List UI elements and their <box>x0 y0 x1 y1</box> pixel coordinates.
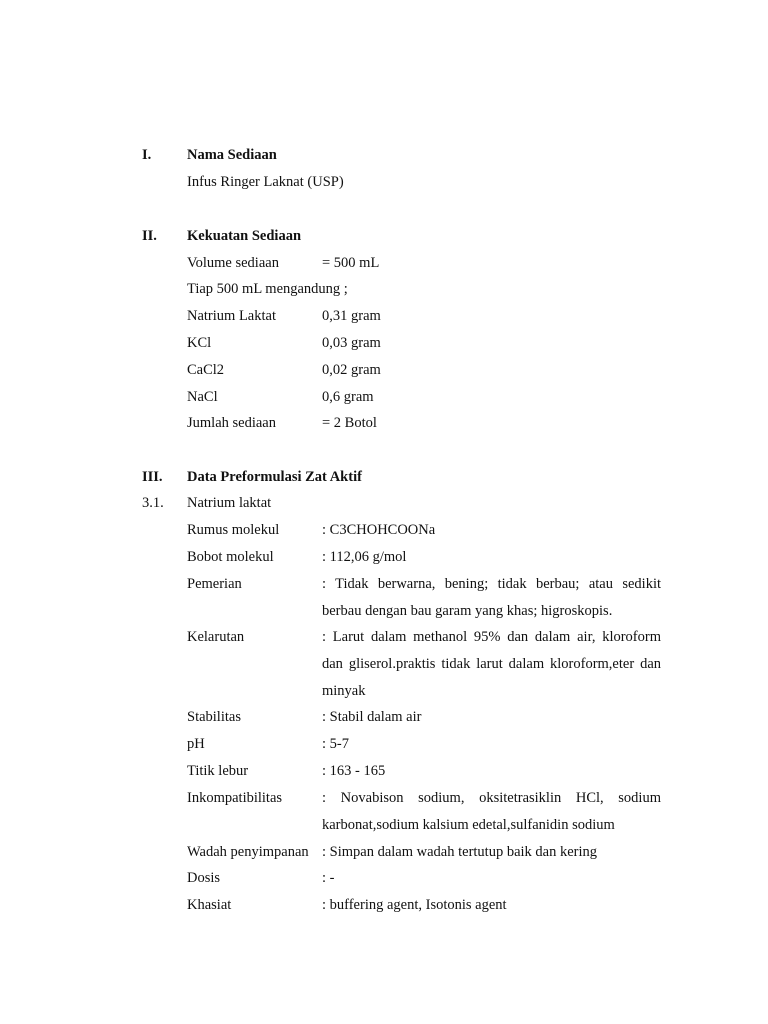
prop-value-line: : Larut dalam methanol 95% dan dalam air, kloroform <box>322 629 661 645</box>
section-2-number: II. <box>142 228 157 244</box>
section-2-title: Kekuatan Sediaan <box>187 228 302 244</box>
prop-value: : - <box>322 870 335 886</box>
prop-label: Wadah penyimpanan <box>187 844 309 860</box>
section-1-number: I. <box>142 147 152 163</box>
composition-intro: Tiap 500 mL mengandung ; <box>187 281 348 297</box>
prop-value: : 112,06 g/mol <box>322 549 407 565</box>
prop-label: Dosis <box>187 870 221 886</box>
prop-label: Titik lebur <box>187 763 249 779</box>
subsection-title: Natrium laktat <box>187 495 272 511</box>
ingredient-name: KCl <box>187 335 212 351</box>
prop-value: : Stabil dalam air <box>322 709 422 725</box>
prop-value: : 163 - 165 <box>322 763 386 779</box>
jumlah-label: Jumlah sediaan <box>187 415 276 431</box>
ingredient-amount: 0,03 gram <box>322 335 381 351</box>
prop-value: : 5-7 <box>322 736 349 752</box>
ingredient-amount: 0,31 gram <box>322 308 381 324</box>
ingredient-name: Natrium Laktat <box>187 308 276 324</box>
ingredient-name: NaCl <box>187 389 218 405</box>
prop-value: : Simpan dalam wadah tertutup baik dan kering <box>322 844 598 860</box>
ingredient-name: CaCl2 <box>187 362 225 378</box>
section-3-number: III. <box>142 469 163 485</box>
prop-label: Rumus molekul <box>187 522 280 538</box>
prop-label: Stabilitas <box>187 709 241 725</box>
section-1-title: Nama Sediaan <box>187 147 277 163</box>
section-3-title: Data Preformulasi Zat Aktif <box>187 469 362 485</box>
subsection-number: 3.1. <box>142 495 164 511</box>
volume-value: = 500 mL <box>322 255 380 271</box>
prop-value: : C3CHOHCOONa <box>322 522 436 538</box>
prop-value-line: berbau dengan bau garam yang khas; higroskopis. <box>322 603 613 619</box>
volume-label: Volume sediaan <box>187 255 279 271</box>
prop-value-line: : Tidak berwarna, bening; tidak berbau; atau sedikit <box>322 576 661 592</box>
section-1-text: Infus Ringer Laknat (USP) <box>187 174 344 190</box>
prop-label: Khasiat <box>187 897 232 913</box>
prop-label: Pemerian <box>187 576 242 592</box>
prop-value-line: dan gliserol.praktis tidak larut dalam kloroform,eter dan <box>322 656 661 672</box>
prop-value-line: minyak <box>322 683 366 699</box>
jumlah-value: = 2 Botol <box>322 415 377 431</box>
prop-label: pH <box>187 736 205 752</box>
prop-value-line: : Novabison sodium, oksitetrasiklin HCl, sodium <box>322 790 661 806</box>
ingredient-amount: 0,02 gram <box>322 362 381 378</box>
prop-value: : buffering agent, Isotonis agent <box>322 897 507 913</box>
prop-label: Bobot molekul <box>187 549 274 565</box>
prop-label: Inkompatibilitas <box>187 790 283 806</box>
prop-value-line: karbonat,sodium kalsium edetal,sulfanidin sodium <box>322 817 615 833</box>
ingredient-amount: 0,6 gram <box>322 389 374 405</box>
prop-label: Kelarutan <box>187 629 245 645</box>
